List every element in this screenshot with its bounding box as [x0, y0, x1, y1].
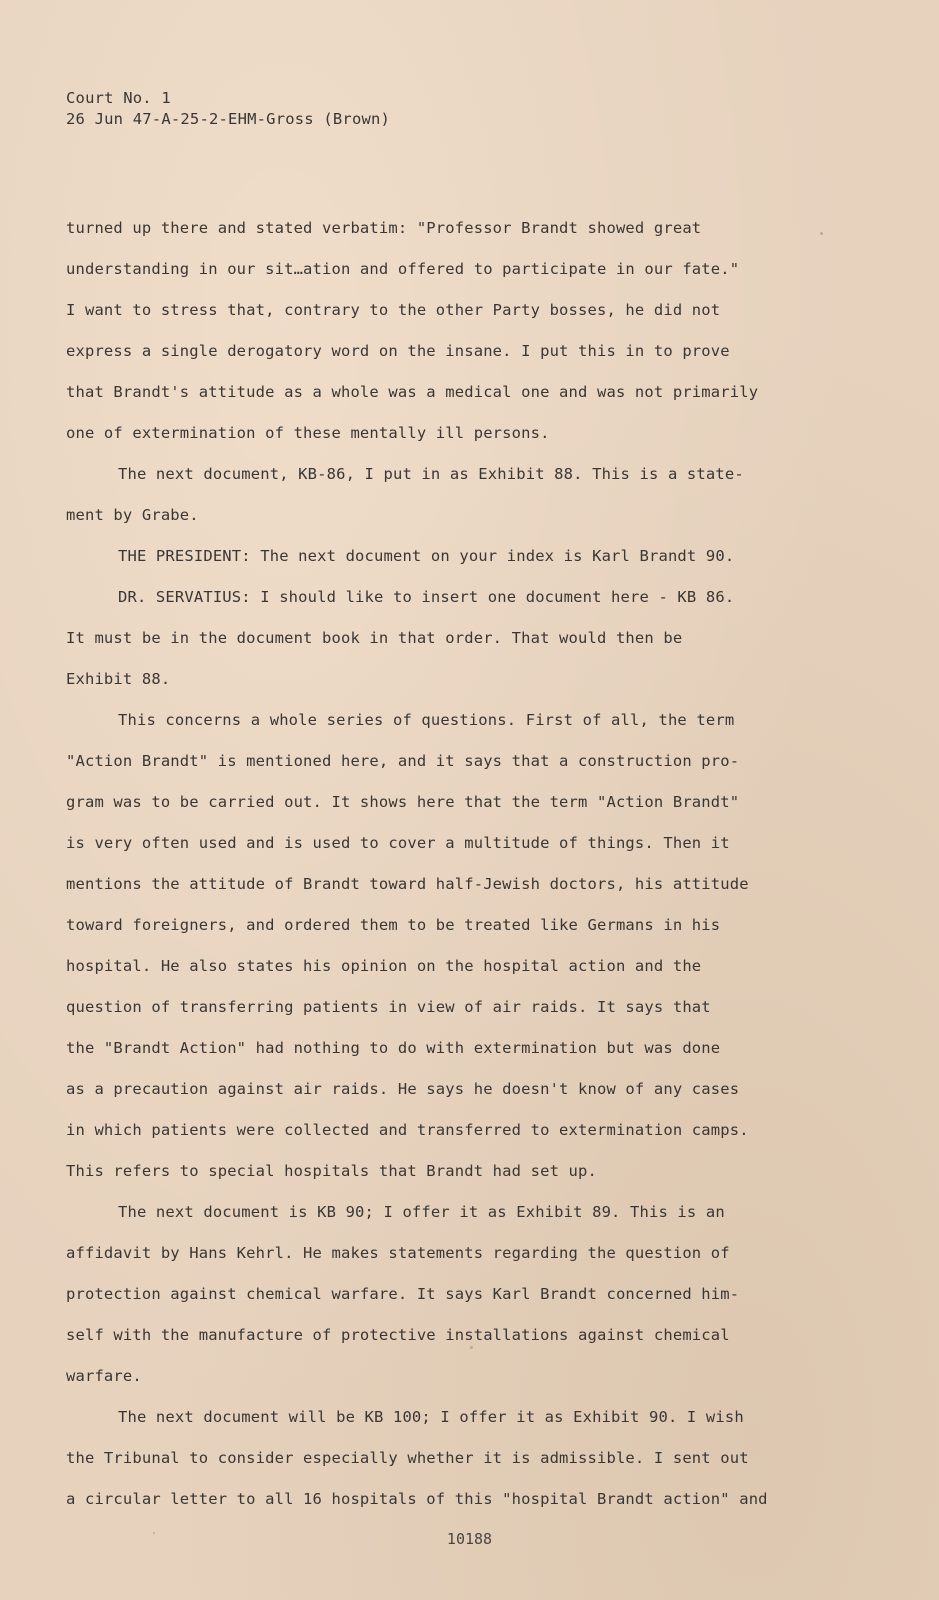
transcript-line: This concerns a whole series of questions. First of all, the term — [118, 711, 735, 729]
transcript-line: question of transferring patients in view of air raids. It says that — [66, 998, 711, 1016]
transcript-line: toward foreigners, and ordered them to be treated like Germans in his — [66, 916, 721, 934]
transcript-line: It must be in the document book in that order. That would then be — [66, 629, 683, 647]
transcript-line: THE PRESIDENT: The next document on your index is Karl Brandt 90. — [118, 547, 735, 565]
transcript-line: affidavit by Hans Kehrl. He makes statements regarding the question of — [66, 1244, 730, 1262]
page-number: 10188 — [446, 1530, 493, 1548]
transcript-line: the "Brandt Action" had nothing to do with extermination but was done — [66, 1039, 721, 1057]
transcript-line: The next document, KB-86, I put in as Exhibit 88. This is a state- — [118, 465, 744, 483]
court-number: Court No. 1 — [66, 89, 171, 107]
transcript-line: The next document is KB 90; I offer it as Exhibit 89. This is an — [118, 1203, 725, 1221]
transcript-line: This refers to special hospitals that Brandt had set up. — [66, 1162, 597, 1180]
transcript-line: as a precaution against air raids. He says he doesn't know of any cases — [66, 1080, 740, 1098]
transcript-line: gram was to be carried out. It shows here that the term "Action Brandt" — [66, 793, 740, 811]
transcript-line: one of extermination of these mentally ill persons. — [66, 424, 550, 442]
transcript-line: express a single derogatory word on the insane. I put this in to prove — [66, 342, 730, 360]
transcript-line: DR. SERVATIUS: I should like to insert one document here - KB 86. — [118, 588, 735, 606]
transcript-line: that Brandt's attitude as a whole was a medical one and was not primarily — [66, 383, 759, 401]
transcript-line: a circular letter to all 16 hospitals of this "hospital Brandt action" and — [66, 1490, 768, 1508]
paper-speck — [820, 232, 823, 235]
transcript-line: warfare. — [66, 1367, 142, 1385]
transcript-line: Exhibit 88. — [66, 670, 171, 688]
transcript-line: understanding in our sit…ation and offered to participate in our fate." — [66, 260, 740, 278]
transcript-line: ment by Grabe. — [66, 506, 199, 524]
session-reference: 26 Jun 47-A-25-2-EHM-Gross (Brown) — [66, 110, 391, 128]
transcript-line: protection against chemical warfare. It says Karl Brandt concerned him- — [66, 1285, 740, 1303]
transcript-line: turned up there and stated verbatim: "Professor Brandt showed great — [66, 219, 702, 237]
paper-speck — [470, 1346, 473, 1349]
document-header — [66, 88, 390, 130]
paper-speck — [153, 1532, 155, 1534]
transcript-line: The next document will be KB 100; I offer it as Exhibit 90. I wish — [118, 1408, 744, 1426]
transcript-line: is very often used and is used to cover a multitude of things. Then it — [66, 834, 730, 852]
transcript-line: "Action Brandt" is mentioned here, and it says that a construction pro- — [66, 752, 740, 770]
transcript-line: I want to stress that, contrary to the other Party bosses, he did not — [66, 301, 721, 319]
transcript-line: self with the manufacture of protective installations against chemical — [66, 1326, 730, 1344]
transcript-line: hospital. He also states his opinion on the hospital action and the — [66, 957, 702, 975]
transcript-body — [66, 208, 896, 1520]
transcript-line: in which patients were collected and transferred to extermination camps. — [66, 1121, 749, 1139]
transcript-line: the Tribunal to consider especially whether it is admissible. I sent out — [66, 1449, 749, 1467]
transcript-line: mentions the attitude of Brandt toward half-Jewish doctors, his attitude — [66, 875, 749, 893]
